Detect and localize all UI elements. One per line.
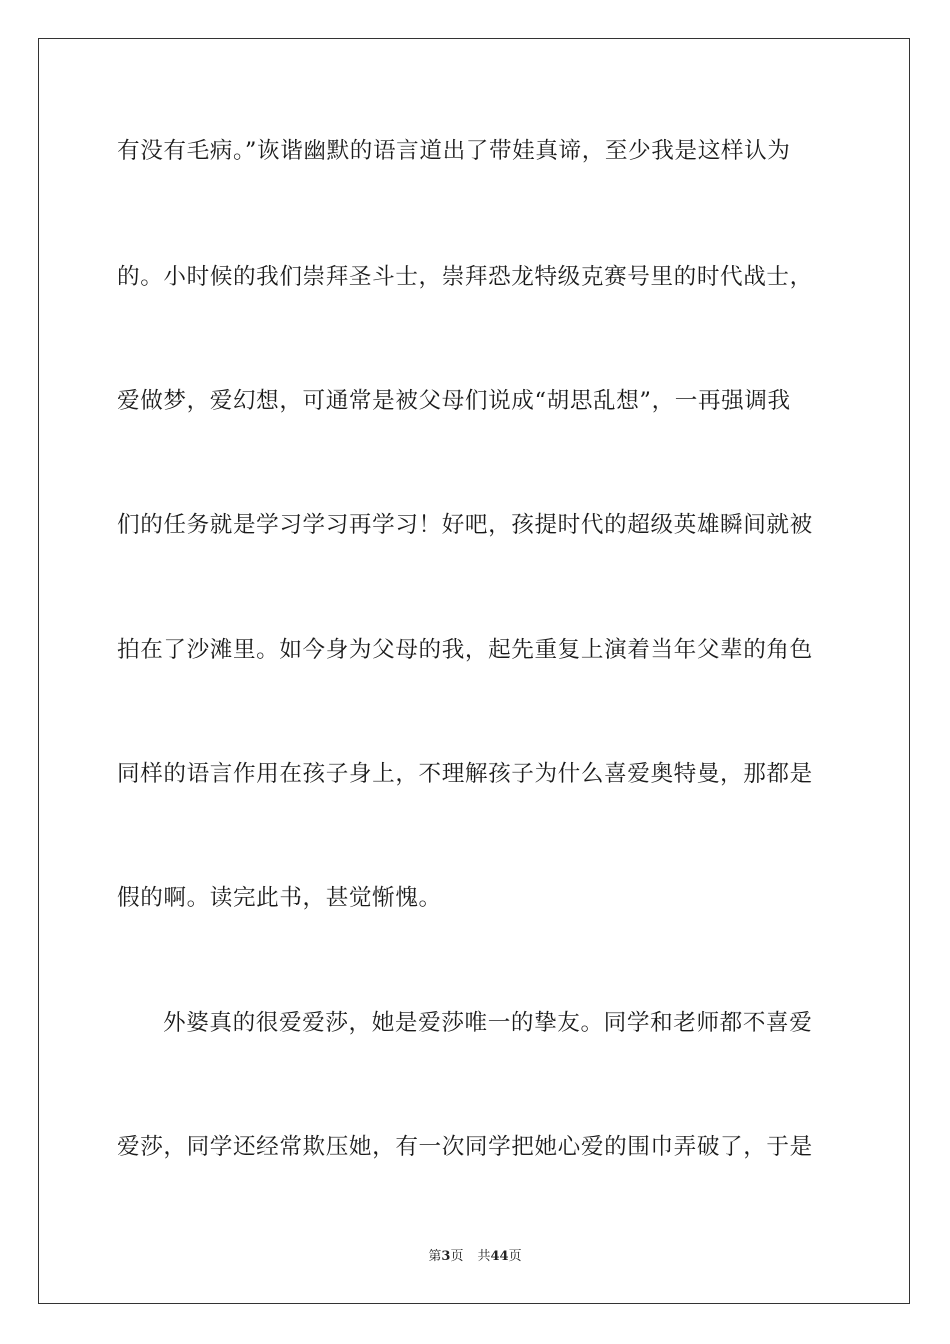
text-line-8: 外婆真的很爱爱莎，她是爱莎唯一的挚友。同学和老师都不喜爱 <box>163 1010 813 1036</box>
page-suffix: 页 <box>450 1249 464 1264</box>
page-prefix: 第 <box>428 1249 442 1264</box>
text-line-3: 爱做梦，爱幻想，可通常是被父母们说成“胡思乱想”，一再强调我 <box>117 388 791 414</box>
page-number: 3 <box>441 1249 451 1264</box>
text-line-5: 拍在了沙滩里。如今身为父母的我，起先重复上演着当年父辈的角色 <box>117 637 813 663</box>
text-line-4: 们的任务就是学习学习再学习！好吧，孩提时代的超级英雄瞬间就被 <box>117 512 813 538</box>
total-prefix: 共 <box>477 1249 491 1264</box>
text-line-7: 假的啊。读完此书，甚觉惭愧。 <box>117 885 442 911</box>
page-frame <box>38 38 910 1304</box>
total-suffix: 页 <box>508 1249 522 1264</box>
text-line-6: 同样的语言作用在孩子身上，不理解孩子为什么喜爱奥特曼，那都是 <box>117 761 813 787</box>
text-line-1: 有没有毛病。”诙谐幽默的语言道出了带娃真谛，至少我是这样认为 <box>117 138 791 164</box>
page-footer <box>0 1248 950 1266</box>
text-line-9: 爱莎，同学还经常欺压她，有一次同学把她心爱的围巾弄破了，于是 <box>117 1134 813 1160</box>
text-line-2: 的。小时候的我们崇拜圣斗士，崇拜恐龙特级克赛号里的时代战士， <box>117 264 813 290</box>
total-pages: 44 <box>490 1249 509 1264</box>
